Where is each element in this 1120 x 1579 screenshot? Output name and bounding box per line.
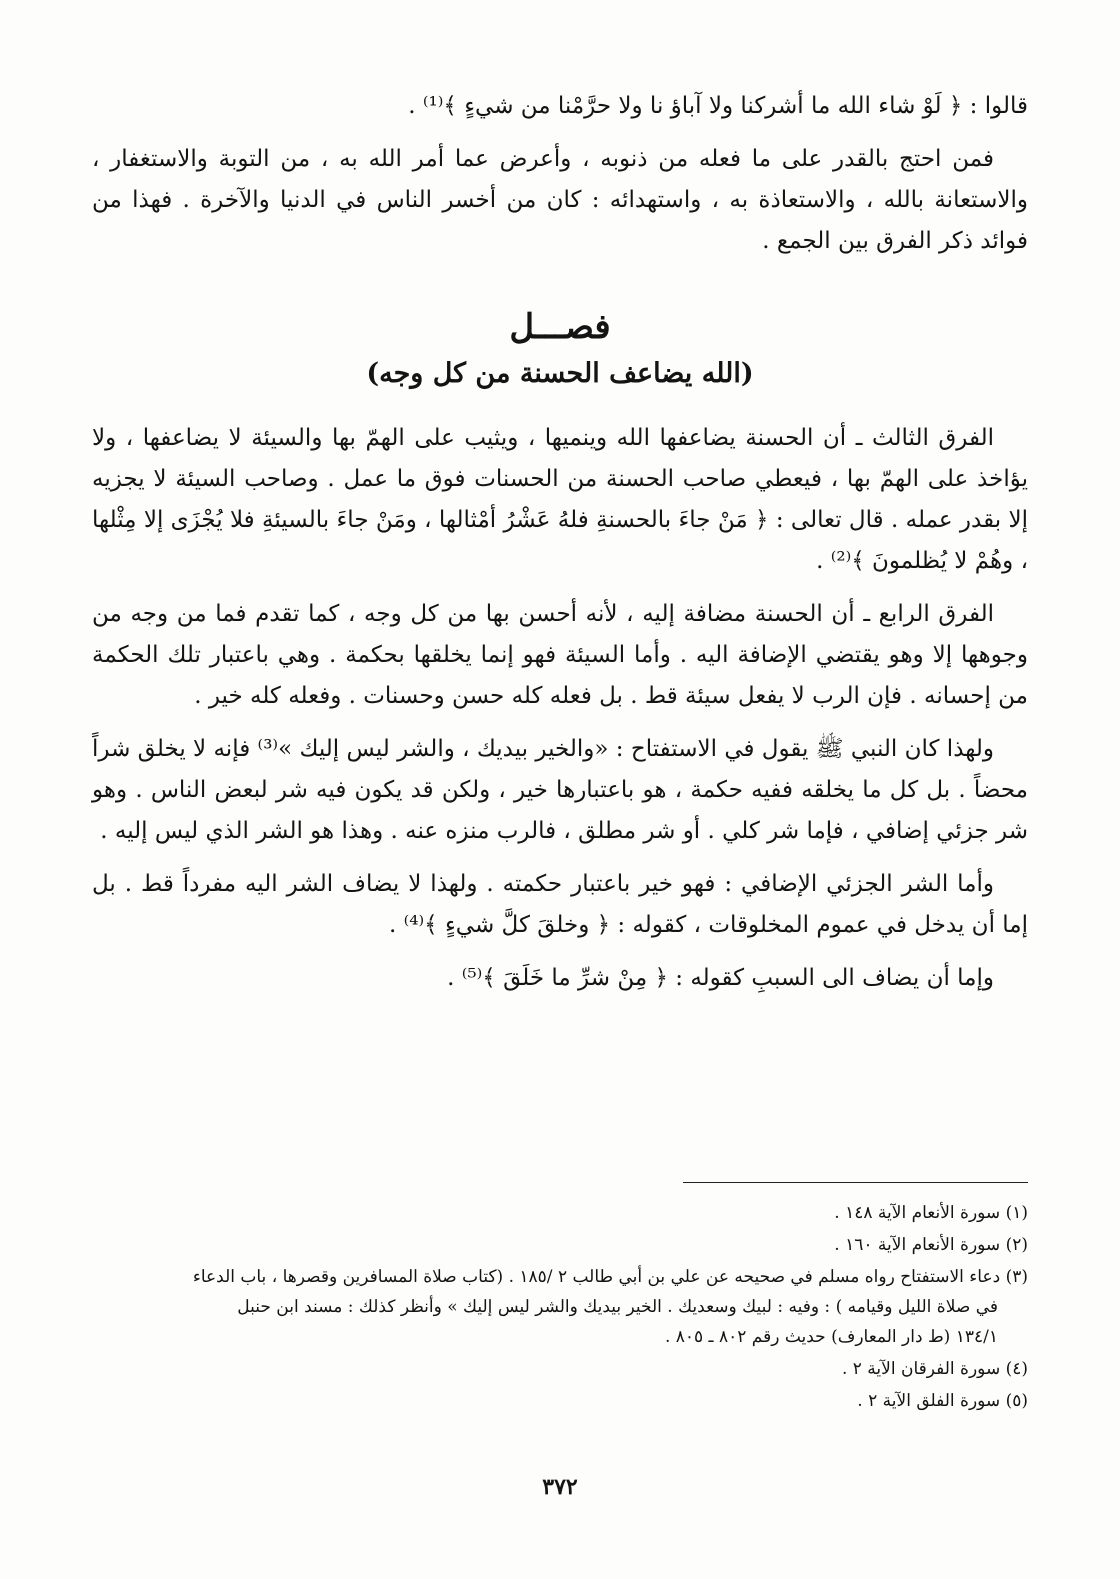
footnote-4: (٤) سورة الفرقان الآية ٢ . [841, 1359, 1028, 1379]
section-subheading: (الله يضاعف الحسنة من كل وجه) [366, 358, 754, 389]
section-heading: فصـــل [509, 307, 611, 347]
footnote-3-line-1: (٣) دعاء الاستفتاح رواه مسلم في صحيحه عن علي بن أبي طالب ٢ /١٨٥ . (كتاب صلاة المسافرين وقصرها ، باب الدعاء [192, 1267, 1028, 1287]
paragraph-partial-evil: وأما الشر الجزئي الإضافي : فهو خير باعتبار حكمته . ولهذا لا يضاف الشر اليه مفرداً قط . بل إما أن يدخل في عموم المخلوقات ، كقوله : ﴿ وخلقَ كلَّ شيءٍ ﴾⁽⁴⁾ . [92, 871, 1028, 938]
footnotes [92, 1198, 1028, 1418]
paragraph-istiftah-hadith: ولهذا كان النبي ﷺ يقول في الاستفتاح : «والخير بيديك ، والشر ليس إليك »⁽³⁾ فإنه لا يخلق شراً محضاً . بل كل ما يخلقه ففيه حكمة ، هو باعتبارها خير ، ولكن قد يكون فيه شر لبعض الناس . وهو شر جزئي إضافي ، فإما شر كلي . أو شر مطلق ، فالرب منزه عنه . وهذا هو الشر الذي ليس إليه . [92, 736, 1028, 844]
footnote-1: (١) سورة الأنعام الآية ١٤٨ . [834, 1203, 1028, 1223]
paragraph-quote-polytheists: قالوا : ﴿ لَوْ شاء الله ما أشركنا ولا آباؤ نا ولا حرَّمْنا من شيءٍ ﴾⁽¹⁾ . [408, 93, 1028, 119]
paragraph-third-difference: الفرق الثالث ـ أن الحسنة يضاعفها الله وينميها ، ويثيب على الهمّ بها والسيئة لا يضاعفها ، ولا يؤاخذ على الهمّ بها ، فيعطي صاحب الحسنة من الحسنات فوق ما عمل . وصاحب السيئة لا يجزيه إلا بقدر عمله . قال تعالى : ﴿ مَنْ جاءَ بالحسنةِ فلهُ عَشْرُ أمْثالها ، ومَنْ جاءَ بالسيئةِ فلا يُجْزَى إلا مِثْلها ، وهُمْ لا يُظلمونَ ﴾⁽²⁾ . [92, 425, 1028, 574]
footnote-2: (٢) سورة الأنعام الآية ١٦٠ . [834, 1235, 1028, 1255]
footnote-divider [683, 1182, 1028, 1183]
paragraph-decree-argument: فمن احتج بالقدر على ما فعله من ذنوبه ، وأعرض عما أمر الله به ، من التوبة والاستغفار ، والاستعانة بالله ، والاستعاذة به ، واستهدائه : كان من أخسر الناس في الدنيا والآخرة . فهذا من فوائد ذكر الفرق بين الجمع . [92, 146, 1028, 254]
page-number: ٣٧٢ [542, 1474, 578, 1500]
paragraph-attributed-to-cause: وإما أن يضاف الى السببِ كقوله : ﴿ مِنْ شرِّ ما خَلَقَ ﴾⁽⁵⁾ . [447, 965, 994, 991]
footnote-3-line-3: ١٣٤/١ (ط دار المعارف) حديث رقم ٨٠٢ ـ ٨٠٥ . [664, 1327, 998, 1347]
footnote-3-line-2: في صلاة الليل وقيامه ) : وفيه : لبيك وسعديك . الخير بيديك والشر ليس إليك » وأنظر كذلك : مسند ابن حنبل [237, 1297, 998, 1317]
paragraph-fourth-difference: الفرق الرابع ـ أن الحسنة مضافة إليه ، لأنه أحسن بها من كل وجه ، كما تقدم فما من وجه من وجوهها إلا وهو يقتضي الإضافة اليه . وأما السيئة فهو إنما يخلقها بحكمة . وهي باعتبار تلك الحكمة من إحسانه . فإن الرب لا يفعل سيئة قط . بل فعله كله حسن وحسنات . وفعله كله خير . [92, 601, 1028, 709]
footnote-5: (٥) سورة الفلق الآية ٢ . [857, 1391, 1028, 1411]
footnote-3 [92, 1262, 1028, 1352]
page-body [92, 86, 1028, 1011]
